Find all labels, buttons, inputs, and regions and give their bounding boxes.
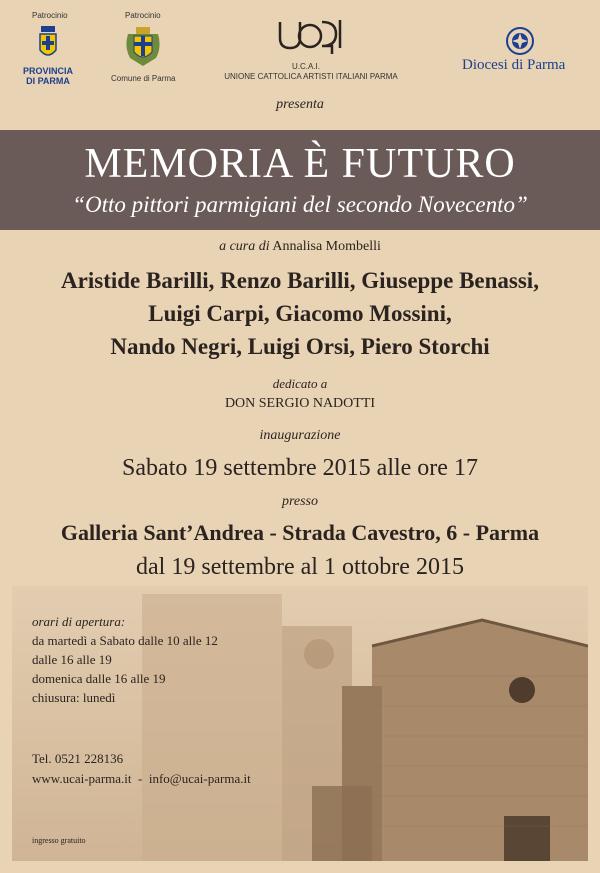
artists-line: Nando Negri, Luigi Orsi, Piero Storchi	[110, 334, 490, 359]
ucai-logo-icon	[276, 16, 348, 58]
artists-line: Aristide Barilli, Renzo Barilli, Giuseppe Benassi,	[61, 268, 539, 293]
exhibition-title: MEMORIA È FUTURO	[84, 141, 516, 187]
ucai-acronym: U.C.A.I.	[291, 62, 320, 71]
artists-line: Luigi Carpi, Giacomo Mossini,	[148, 301, 452, 326]
contact-web: www.ucai-parma.it - info@ucai-parma.it	[32, 771, 251, 786]
provincia-name-line2: DI PARMA	[26, 76, 70, 86]
curator-name: Annalisa Mombelli	[272, 239, 381, 254]
diocesi-name: Diocesi di Parma	[462, 57, 566, 73]
curator-line	[0, 239, 600, 255]
hours-line: dalle 16 alle 19	[32, 652, 112, 667]
hours-line: domenica dalle 16 alle 19	[32, 671, 166, 686]
curator-prefix: a cura di	[219, 239, 270, 254]
opening-date: Sabato 19 settembre 2015 alle ore 17	[122, 455, 478, 481]
hours-label: orari di apertura:	[32, 614, 126, 629]
diocesi-logo-icon	[505, 26, 535, 56]
dedication-name: DON SERGIO NADOTTI	[224, 396, 376, 411]
artists-list	[0, 264, 600, 363]
contact-phone: Tel. 0521 228136	[32, 751, 124, 766]
provincia-patrocinio-label: Patrocinio	[32, 11, 68, 20]
comune-patrocinio-label: Patrocinio	[125, 11, 161, 20]
venue-place: Galleria Sant’Andrea - Strada Cavestro, 6 - Parma	[60, 520, 540, 545]
provincia-crest-icon	[38, 26, 58, 62]
hours-line: da martedì a Sabato dalle 10 alle 12	[32, 633, 218, 648]
provincia-name-line1: PROVINCIA	[22, 66, 73, 76]
entry-free-label: ingresso gratuito	[32, 836, 86, 845]
comune-name: Comune di Parma	[111, 74, 176, 83]
exhibition-dates: dal 19 settembre al 1 ottobre 2015	[136, 554, 464, 580]
opening-label: inaugurazione	[259, 428, 341, 443]
venue-label: presso	[281, 494, 319, 509]
hours-line: chiusura: lunedì	[32, 690, 116, 705]
opening-hours	[32, 612, 218, 707]
ucai-full-name: UNIONE CATTOLICA ARTISTI ITALIANI PARMA	[224, 72, 398, 81]
dedication-label: dedicato a	[272, 376, 328, 391]
exhibition-subtitle: “Otto pittori parmigiani del secondo Novecento”	[72, 192, 528, 217]
presenta-label: presenta	[276, 97, 324, 112]
